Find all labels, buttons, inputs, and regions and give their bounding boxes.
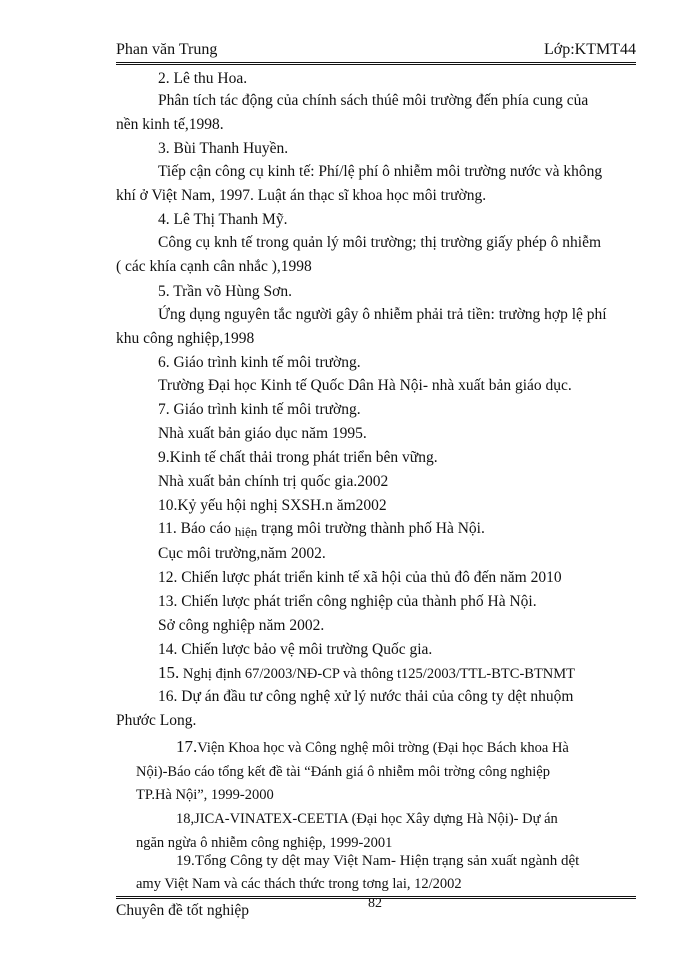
ref-11-line1: Cục môi trường,năm 2002. [158, 545, 326, 562]
header-rule [116, 62, 636, 65]
ref-17-line1: Nội)-Báo cáo tổng kết đề tài “Đánh giá ô nhiễm môi trờng công nghiệp [136, 764, 550, 780]
ref-5-title: 5. Trần võ Hùng Sơn. [158, 283, 292, 300]
ref-17-num: 17. [176, 737, 198, 756]
ref-15 [158, 664, 575, 683]
footer-rule [116, 896, 636, 899]
ref-4-title: 4. Lê Thị Thanh Mỹ. [158, 211, 288, 228]
ref-12: 12. Chiến lược phát triển kinh tế xã hội của thủ đô đến năm 2010 [158, 569, 562, 586]
ref-17-line2: TP.Hà Nội”, 1999-2000 [136, 787, 274, 803]
footer-text: Chuyên đề tốt nghiệp [116, 902, 250, 919]
ref-13-line1: Sở công nghiệp năm 2002. [158, 617, 325, 634]
ref-6-title: 6. Giáo trình kinh tế môi trường. [158, 354, 361, 371]
ref-9-line1: Nhà xuất bản chính trị quốc gia.2002 [158, 473, 389, 490]
ref-13: 13. Chiến lược phát triển công nghiệp của thành phố Hà Nội. [158, 593, 537, 610]
ref-18-line1: ngăn ngừa ô nhiễm công nghiệp, 1999-2001 [136, 835, 393, 851]
ref-7-line1: Nhà xuất bản giáo dục năm 1995. [158, 425, 367, 442]
ref-5-line2: khu công nghiệp,1998 [116, 330, 255, 347]
ref-2-line2: nền kinh tế,1998. [116, 116, 224, 133]
ref-17-text: Viện Khoa học và Công nghệ môi trờng (Đại học Bách khoa Hà [197, 740, 569, 756]
header-class-code: Lớp:KTMT44 [543, 41, 636, 58]
ref-15-num: 15. [158, 663, 180, 682]
ref-4-line2: ( các khía cạnh cân nhắc ),1998 [116, 258, 312, 275]
ref-3-line1: Tiếp cận công cụ kinh tế: Phí/lệ phí ô nhiễm môi trường nước và không [158, 163, 603, 180]
ref-2-title: 2. Lê thu Hoa. [158, 70, 248, 87]
ref-11-title [158, 520, 485, 541]
ref-6-line1: Trường Đại học Kinh tế Quốc Dân Hà Nội- nhà xuất bản giáo dục. [158, 377, 572, 394]
ref-11-post: trạng môi trường thành phố Hà Nội. [257, 520, 485, 537]
ref-10: 10.Kỷ yếu hội nghị SXSH.n ăm2002 [158, 497, 387, 514]
page-header [116, 38, 636, 62]
ref-2-line1: Phân tích tác động của chính sách thúê môi trường đến phía cung của [158, 92, 589, 109]
ref-7-title: 7. Giáo trình kinh tế môi trường. [158, 401, 361, 418]
ref-19-line1: amy Việt Nam và các thách thức trong tơng lai, 12/2002 [136, 876, 462, 892]
ref-5-line1: Ứng dụng nguyên tắc người gây ô nhiễm phải trả tiền: trường hợp lệ phí [158, 306, 607, 323]
ref-11-sub: hiện [234, 524, 258, 539]
ref-19: 19.Tổng Công ty dệt may Việt Nam- Hiện trạng sản xuất ngành dệt [176, 853, 580, 869]
page-number: 82 [368, 896, 382, 911]
ref-16: 16. Dự án đầu tư công nghệ xử lý nước thải của công ty dệt nhuộm [158, 688, 574, 705]
ref-16-line1: Phước Long. [116, 712, 197, 729]
ref-11-pre: 11. Báo cáo [158, 520, 235, 537]
ref-15-text: Nghị định 67/2003/NĐ-CP và thông t125/2003/TTL-BTC-BTNMT [179, 666, 576, 682]
ref-3-title: 3. Bùi Thanh Huyền. [158, 140, 289, 157]
ref-17 [176, 738, 569, 757]
header-author: Phan văn Trung [116, 41, 218, 58]
ref-18: 18,JICA-VINATEX-CEETIA (Đại học Xây dựng Hà Nội)- Dự án [176, 811, 558, 827]
ref-14: 14. Chiến lược bảo vệ môi trường Quốc gia. [158, 641, 433, 658]
ref-3-line2: khí ở Việt Nam, 1997. Luật án thạc sĩ khoa học môi trường. [116, 187, 487, 204]
ref-4-line1: Công cụ knh tế trong quản lý môi trường; thị trường giấy phép ô nhiễm [158, 234, 602, 251]
ref-9-title: 9.Kinh tế chất thải trong phát triển bên vững. [158, 449, 438, 466]
